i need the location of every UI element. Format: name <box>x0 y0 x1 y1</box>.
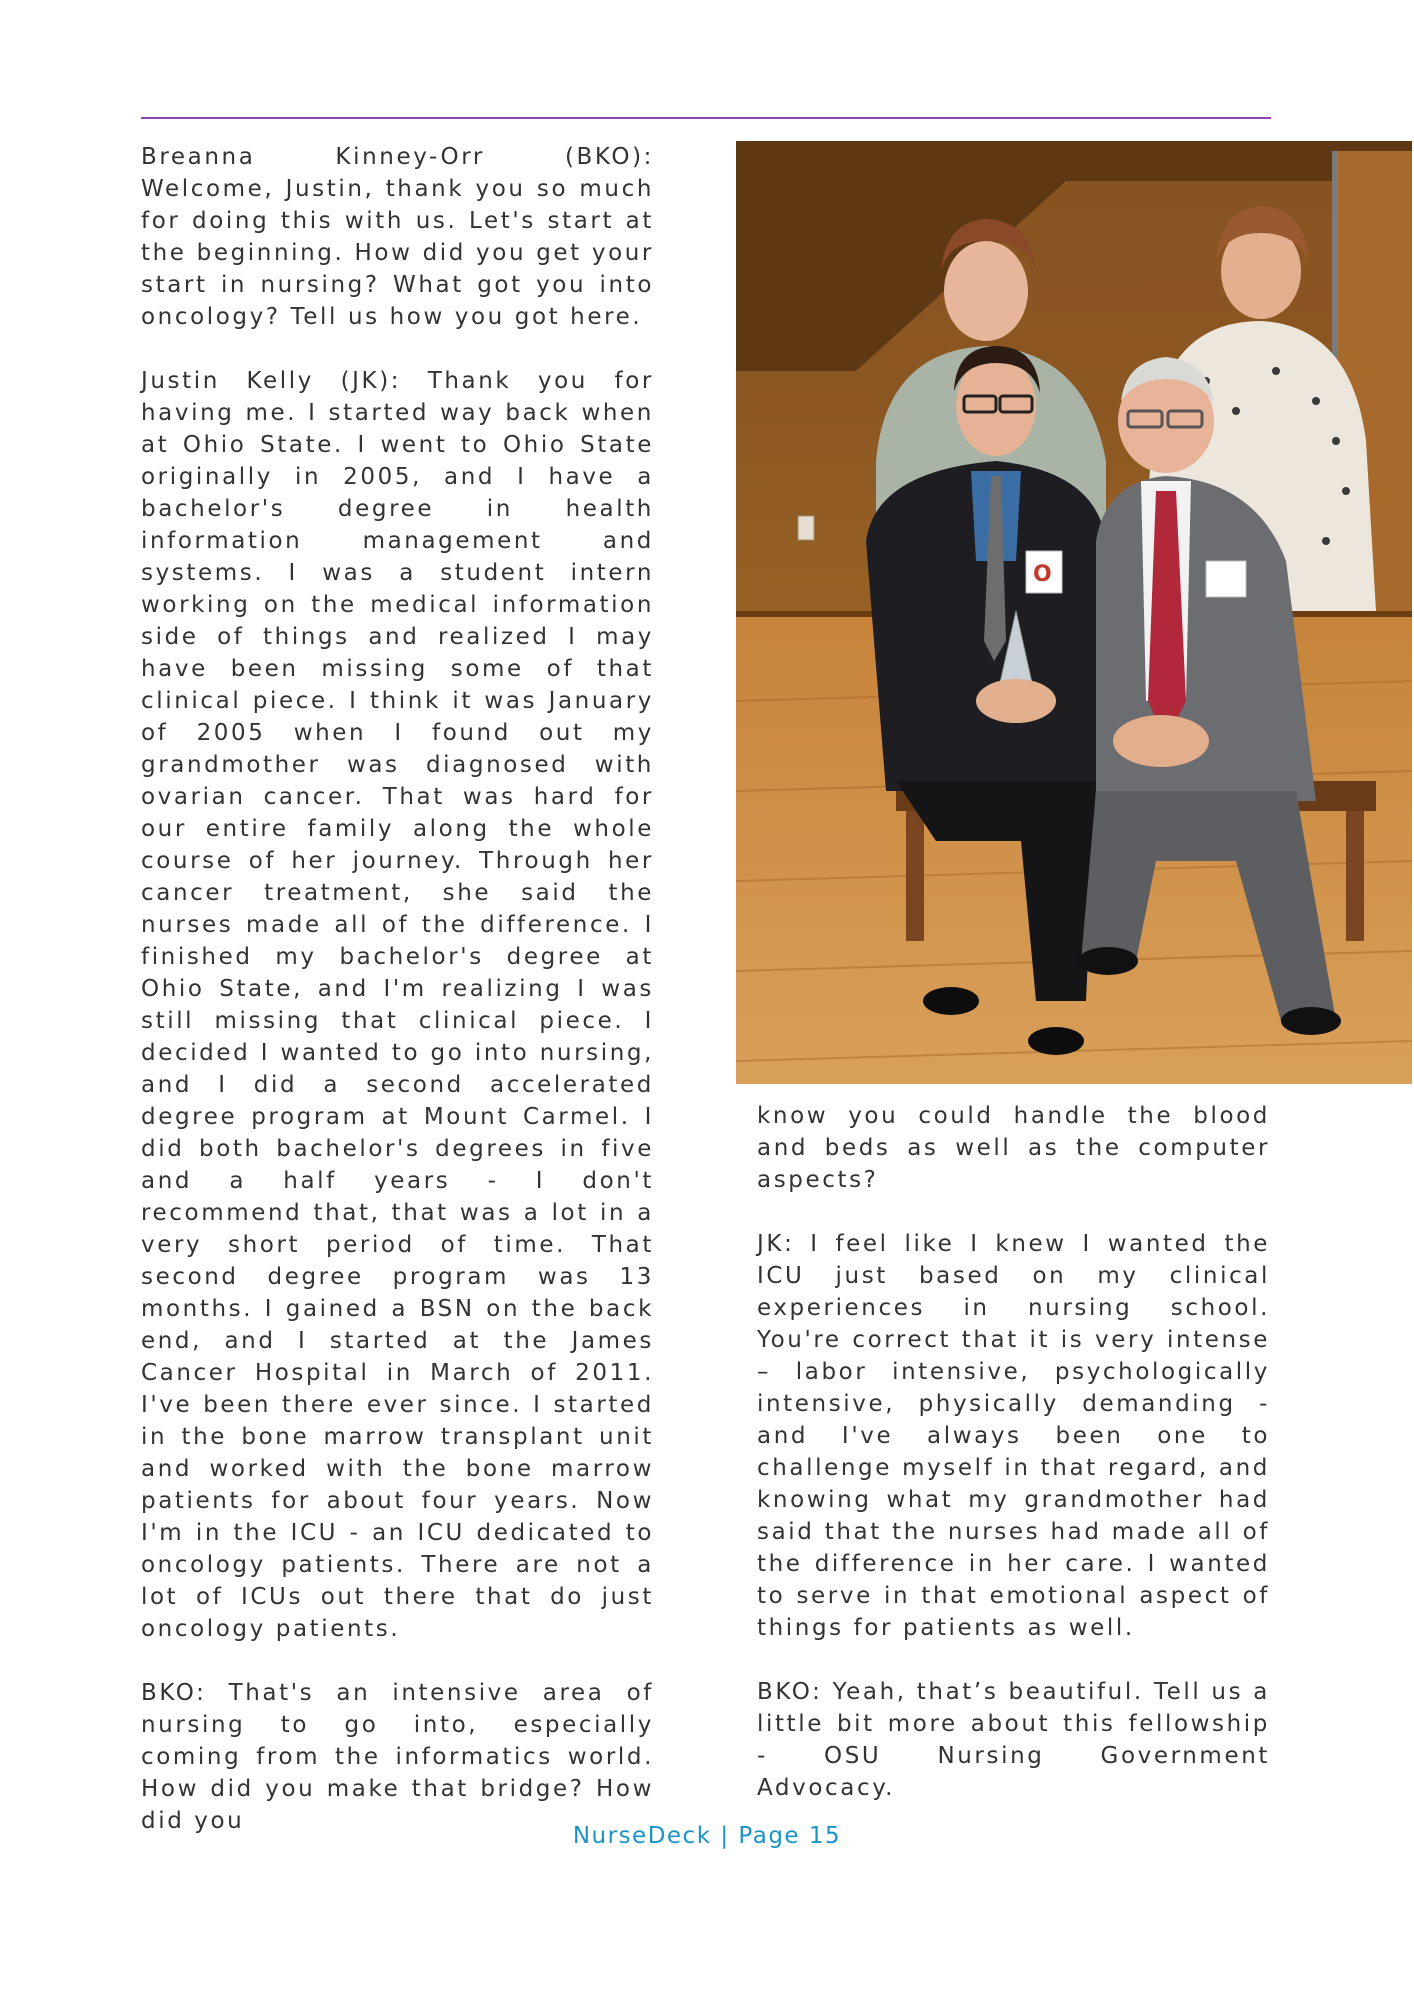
badge-logo: O <box>1033 562 1052 587</box>
article-column-left <box>141 141 654 1837</box>
interview-paragraph: Breanna Kinney-Orr (BKO): Welcome, Justin, thank you so much for doing this with us. Let's start at the beginning. How did you get your start in nursing? What got you into oncology? Tell us how you got here. <box>141 144 654 330</box>
interview-paragraph: know you could handle the blood and beds as well as the computer aspects? <box>757 1103 1270 1193</box>
interview-paragraph: Justin Kelly (JK): Thank you for having me. I started way back when at Ohio State. I went to Ohio State originally in 2005, and I have a bachelor's degree in health information management and systems. I was a student intern working on the medical information side of things and realized I may have been missing some of that clinical piece. I think it was January of 2005 when I found out my grandmother was diagnosed with ovarian cancer. That was hard for our entire family along the whole course of her journey. Through her cancer treatment, she said the nurses made all of the difference. I finished my bachelor's degree at Ohio State, and I'm realizing I was still missing that clinical piece. I decided I wanted to go into nursing, and I did a second accelerated degree program at Mount Carmel. I did both bachelor's degrees in five and a half years - I don't recommend that, that was a lot in a very short period of time. That second degree program was 13 months. I gained a BSN on the back end, and I started at the James Cancer Hospital in March of 2011. I've been there ever since. I started in the bone marrow transplant unit and worked with the bone marrow patients for about four years. Now I'm in the ICU - an ICU dedicated to oncology patients. There are not a lot of ICUs out there that do just oncology patients. <box>141 368 654 1642</box>
page-footer: NurseDeck | Page 15 <box>572 1823 842 1849</box>
interview-paragraph: BKO: That's an intensive area of nursing to go into, especially coming from the informatics world. How did you make that bridge? How did you <box>141 1680 654 1834</box>
article-column-right <box>757 1100 1270 1804</box>
interview-paragraph: BKO: Yeah, that’s beautiful. Tell us a little bit more about this fellowship - OSU Nursing Government Advocacy. <box>757 1679 1270 1801</box>
header-divider <box>141 117 1271 119</box>
interview-paragraph: JK: I feel like I knew I wanted the ICU just based on my clinical experiences in nursing school. You're correct that it is very intense – labor intensive, psychologically intensive, physically demanding - and I've always been one to challenge myself in that regard, and knowing what my grandmother had said that the nurses had made all of the difference in her care. I wanted to serve in that emotional aspect of things for patients as well. <box>757 1231 1270 1641</box>
group-photo <box>736 141 1412 1084</box>
